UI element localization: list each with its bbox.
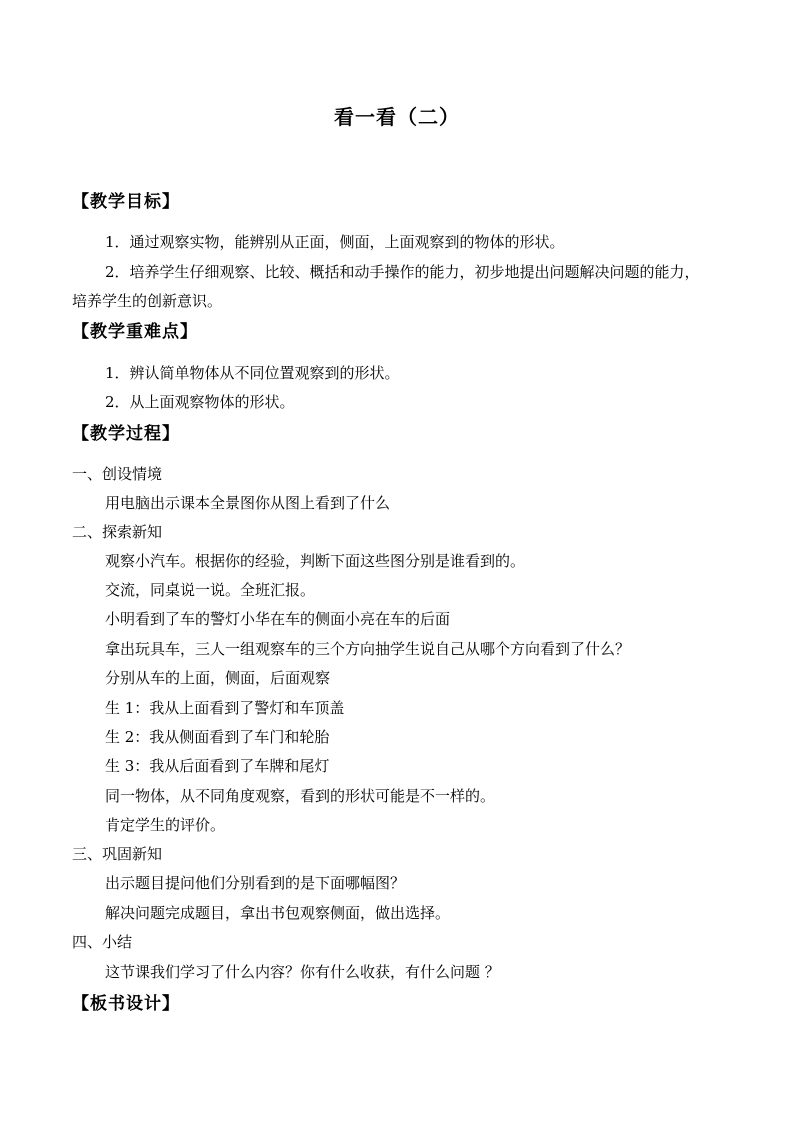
process-step-line: 肯定学生的评价。 xyxy=(105,816,226,834)
process-step-line: 用电脑出示课本全景图你从图上看到了什么 xyxy=(105,494,391,512)
process-step-line: 拿出玩具车，三人一组观察车的三个方向抽学生说自己从哪个方向看到了什么？ xyxy=(105,640,631,658)
process-heading: 【教学过程】 xyxy=(72,424,180,444)
process-step-title: 一、创设情境 xyxy=(72,465,163,483)
objectives-heading: 【教学目标】 xyxy=(72,192,180,212)
key-points-heading: 【教学重难点】 xyxy=(72,322,198,342)
process-step-title: 四、小结 xyxy=(72,933,133,951)
process-step-line: 生 2：我从侧面看到了车门和轮胎 xyxy=(105,728,330,746)
process-step-line: 交流，同桌说一说。全班汇报。 xyxy=(105,581,316,599)
process-step-line: 生 1：我从上面看到了警灯和车顶盖 xyxy=(105,699,345,717)
objective-item: 2．培养学生仔细观察、比较、概括和动手操作的能力，初步地提出问题解决问题的能力， xyxy=(105,263,700,281)
objective-item-continued: 培养学生的创新意识。 xyxy=(72,292,223,310)
process-step-title: 二、探索新知 xyxy=(72,523,163,541)
key-point-item: 2．从上面观察物体的形状。 xyxy=(105,393,295,411)
key-point-item: 1．辨认简单物体从不同位置观察到的形状。 xyxy=(105,364,400,382)
process-step-line: 解决问题完成题目，拿出书包观察侧面，做出选择。 xyxy=(105,904,451,922)
board-design-heading: 【板书设计】 xyxy=(72,994,180,1014)
process-step-line: 出示题目提问他们分别看到的是下面哪幅图？ xyxy=(105,874,406,892)
process-step-line: 分别从车的上面，侧面，后面观察 xyxy=(105,669,331,687)
process-step-line: 小明看到了车的警灯小华在车的侧面小亮在车的后面 xyxy=(105,610,451,628)
process-step-line: 这节课我们学习了什么内容？你有什么收获，有什么问题 ？ xyxy=(105,963,500,981)
objective-item: 1．通过观察实物，能辨别从正面，侧面，上面观察到的物体的形状。 xyxy=(105,233,565,251)
page-title: 看一看（二） xyxy=(334,105,460,129)
process-step-line: 生 3：我从后面看到了车牌和尾灯 xyxy=(105,757,330,775)
process-step-line: 同一物体，从不同角度观察，看到的形状可能是不一样的。 xyxy=(105,787,496,805)
process-step-line: 观察小汽车。根据你的经验，判断下面这些图分别是谁看到的。 xyxy=(105,552,526,570)
process-step-title: 三、巩固新知 xyxy=(72,845,163,863)
